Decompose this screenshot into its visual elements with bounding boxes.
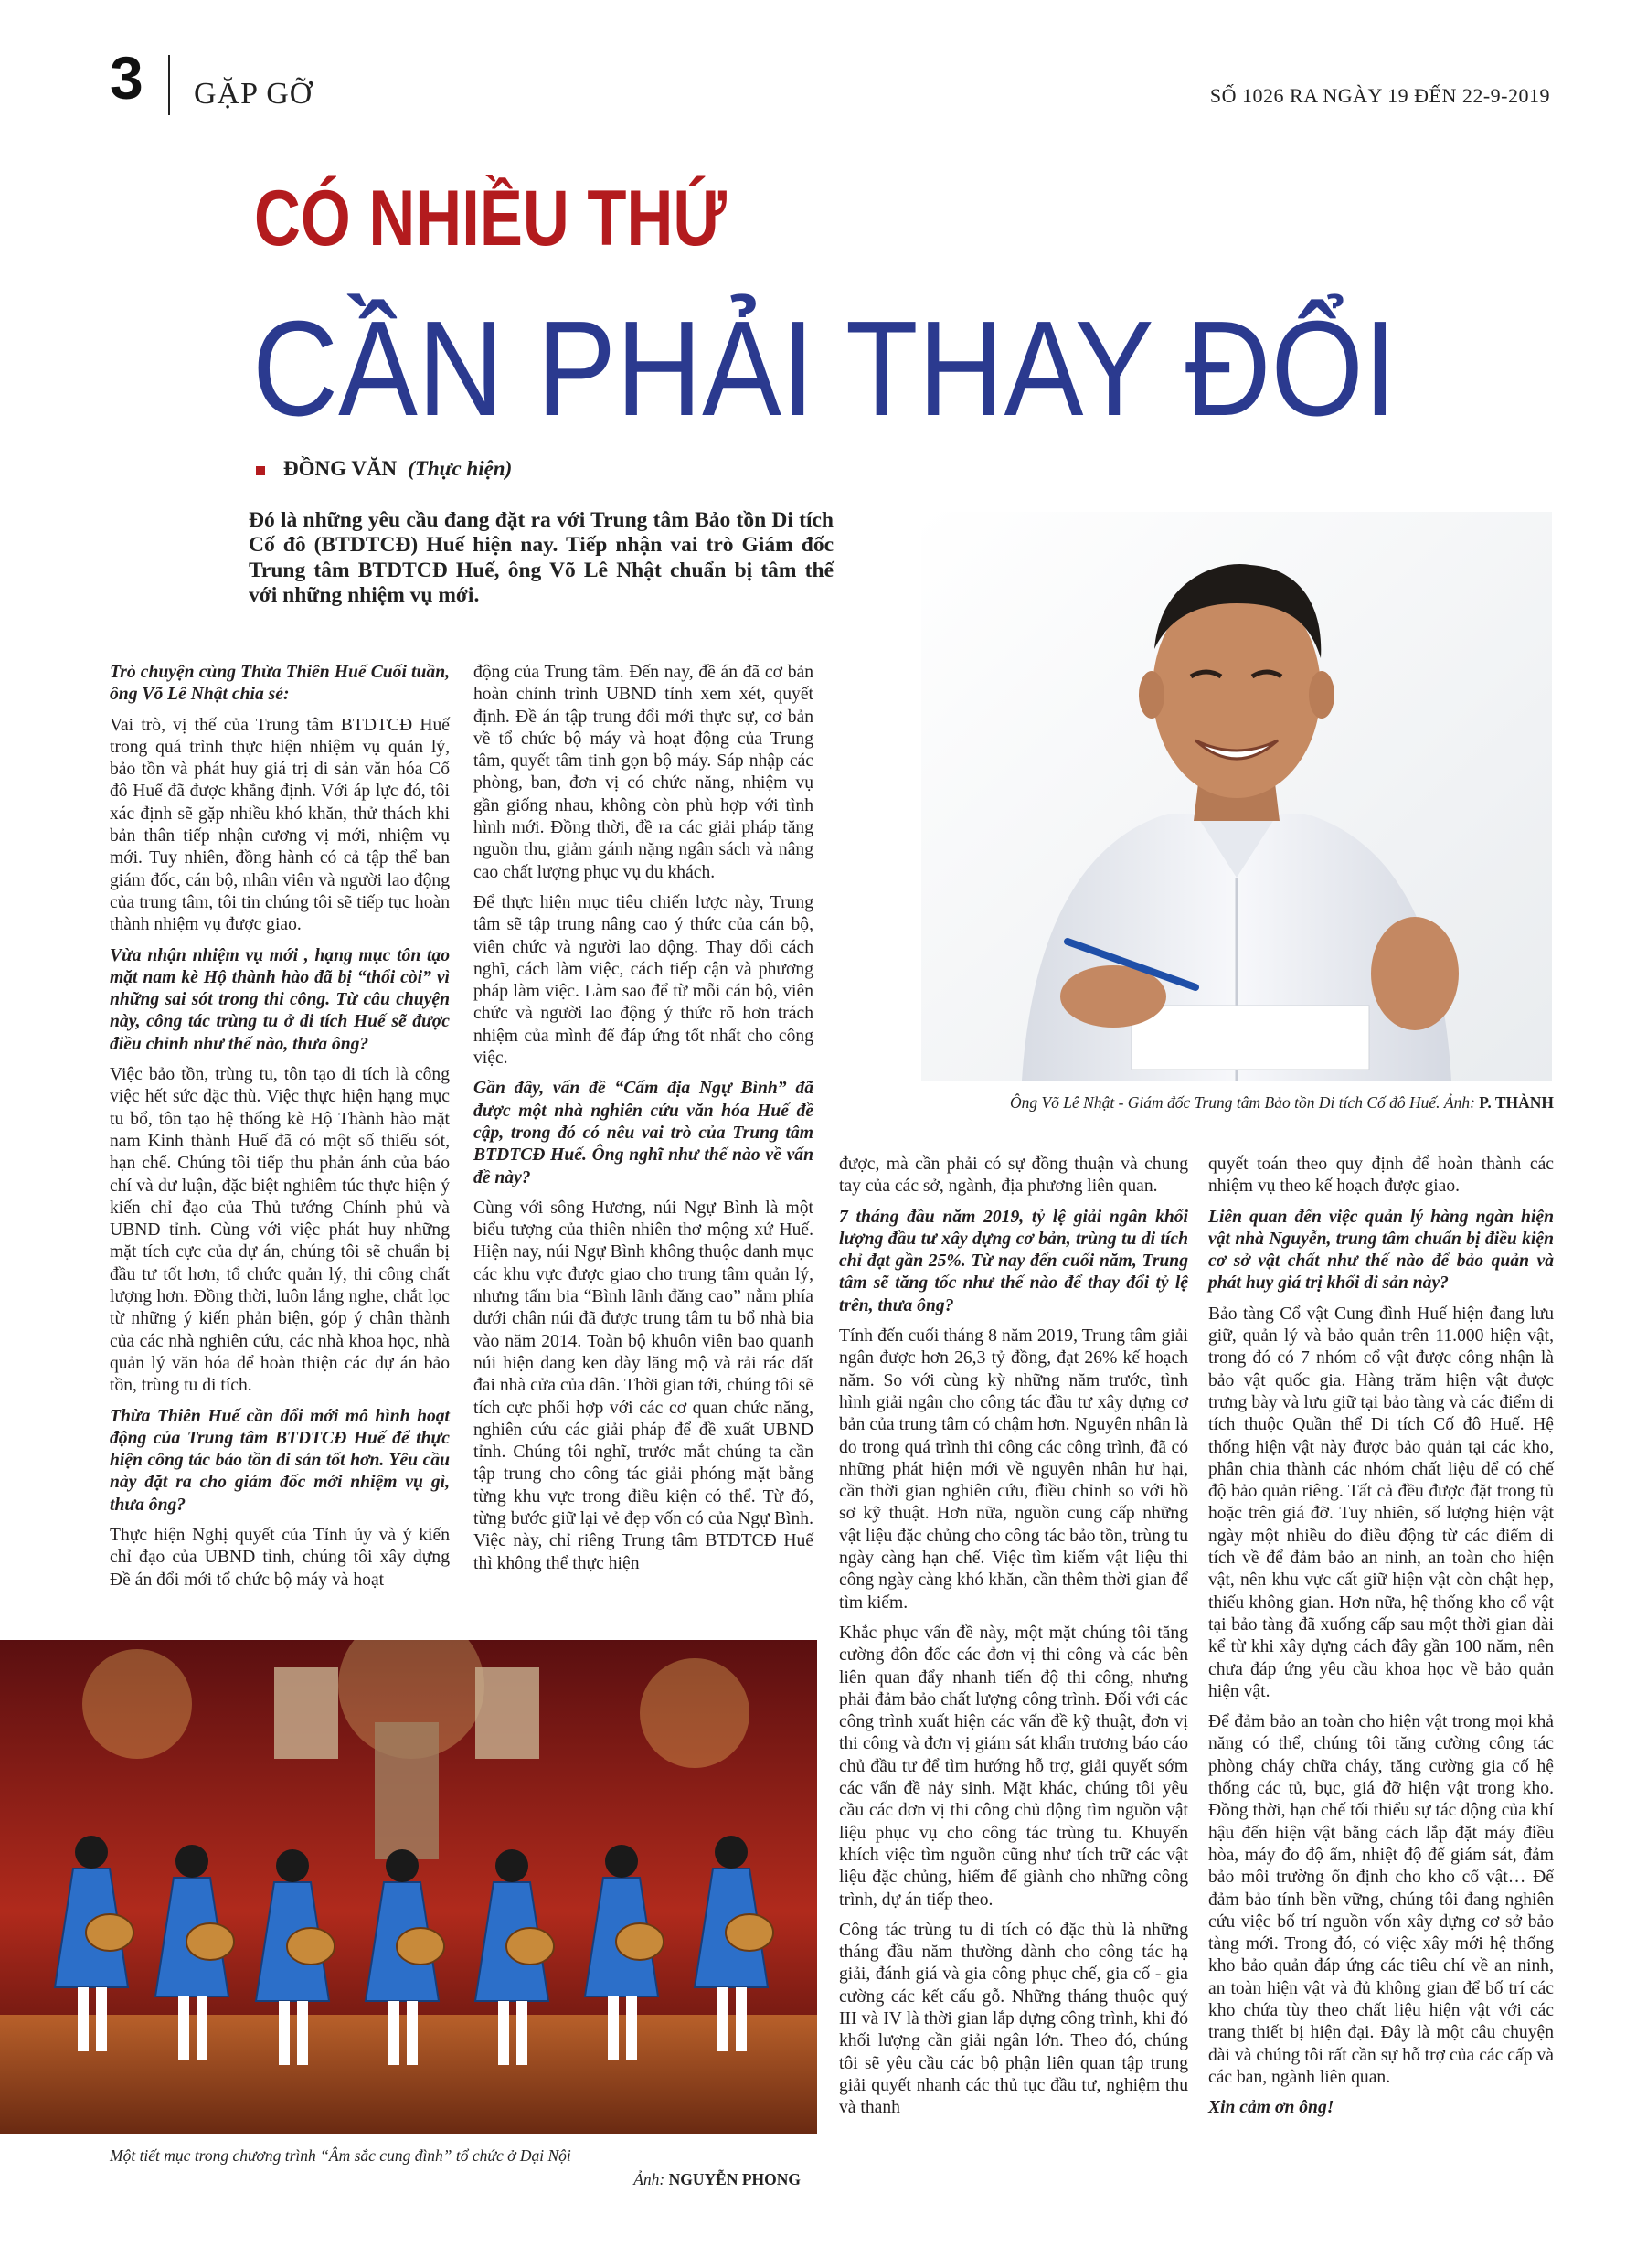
closing-remark: Xin cảm ơn ông! bbox=[1208, 2098, 1334, 2118]
headline-line-2: CẦN PHẢI THAY ĐỔI bbox=[252, 293, 1397, 444]
question-paragraph: Vừa nhận nhiệm vụ mới , hạng mục tôn tạo mặt nam kè Hộ thành hào đã bị “thổi còi” vì những sai sót trong thi công. Từ câu chuyện này, công tác trùng tu ở di tích Huế sẽ được điều chỉnh như thế nào, thưa ông? bbox=[110, 945, 450, 1054]
portrait-illustration bbox=[921, 512, 1552, 1081]
answer-paragraph: Cùng với sông Hương, núi Ngự Bình là một biểu tượng của thiên nhiên thơ mộng xứ Huế. Hiện nay, núi Ngự Bình không thuộc danh mục các khu vực được giao cho trung tâm quản lý, nhưng tấm bia “Bình lãnh đăng cao” nằm phía dưới chân núi đã được trung tâm tu bổ nhà bia vào năm 2014. Toàn bộ khuôn viên bao quanh núi hiện đang ken dày lăng mộ và rải rác đất đai nhà cửa của dân. Thời gian tới, chúng tôi sẽ tích cực phối hợp với các cơ quan chức năng, nghiên cứu các giải pháp để đề xuất UBND tỉnh. Chúng tôi nghĩ, trước mắt chúng ta cần tập trung cho công tác giải phóng mặt bằng từng khu vực trong điều kiện có thể. Từ đó, từng bước giữ lại vẻ đẹp vốn có của Ngự Bình. Việc này, chỉ riêng Trung tâm BTDTCĐ Huế thì không thể thực hiện bbox=[473, 1198, 813, 1573]
portrait-caption-text: Ông Võ Lê Nhật - Giám đốc Trung tâm Bảo tồn Di tích Cố đô Huế. Ảnh: bbox=[1009, 1093, 1480, 1112]
performance-photo bbox=[0, 1640, 817, 2134]
portrait-caption bbox=[896, 1093, 1554, 1113]
portrait-credit: P. THÀNH bbox=[1479, 1093, 1554, 1112]
performance-caption: Một tiết mục trong chương trình “Âm sắc cung đình” tổ chức ở Đại Nội bbox=[110, 2146, 571, 2165]
question-paragraph: Gần đây, vấn đề “Cấm địa Ngự Bình” đã được một nhà nghiên cứu văn hóa Huế đề cập, trong đó có nêu vai trò của Trung tâm BTDTCĐ Huế. Ông nghĩ như thế nào về vấn đề này? bbox=[473, 1079, 813, 1187]
byline-role: (Thực hiện) bbox=[408, 457, 513, 480]
answer-paragraph: Bảo tàng Cổ vật Cung đình Huế hiện đang lưu giữ, quản lý và bảo quản trên 11.000 hiện vật, trong đó có 7 nhóm cổ vật được công nhận là bảo vật quốc gia. Hàng trăm hiện vật được trưng bày và lưu giữ tại bảo tàng và các điểm di tích thuộc Quần thể Di tích Cố đô Huế. Hệ thống hiện vật này được bảo quản tại các kho, phân chia thành các nhóm chất liệu để có chế độ bảo quản riêng. Tất cả đều được đặt trong tủ hoặc trên giá đỡ. Tuy nhiên, số lượng hiện vật ngày một nhiều do điều động từ các điểm di tích về để đảm bảo an ninh, an toàn cho hiện vật, nên khu vực cất giữ hiện vật còn chật hẹp, thiếu không gian. Hơn nữa, hệ thống kho cổ vật tại bảo tàng đã xuống cấp sau một thời gian dài kể từ khi xây dựng cách đây gần 100 năm, nên chưa đáp ứng yêu cầu khoa học về bảo quản hiện vật. bbox=[1208, 1304, 1554, 1701]
intro-paragraph: Trò chuyện cùng Thừa Thiên Huế Cuối tuần, ông Võ Lê Nhật chia sẻ: bbox=[110, 663, 450, 705]
answer-paragraph: Tính đến cuối tháng 8 năm 2019, Trung tâm giải ngân được hơn 26,3 tỷ đồng, đạt 26% kế hoạch năm. So với cùng kỳ những năm trước, tình hình giải ngân cho công tác đầu tư xây dựng cơ bản của trung tâm có chậm hơn. Nguyên nhân là do trong quá trình thi công các công trình, đã có những phát hiện mới về nguyên nhân hư hại, cần thời gian nghiên cứu, điều chỉnh so với hồ sơ kỹ thuật. Hơn nữa, nguồn cung cấp những vật liệu đặc chủng cho công tác bảo tồn, trùng tu ngày càng hạn chế. Việc tìm kiếm vật liệu thi công ngày càng khó khăn, cần thêm thời gian để tìm kiếm. bbox=[839, 1326, 1188, 1613]
byline bbox=[256, 457, 512, 481]
performance-credit bbox=[110, 2170, 801, 2189]
performance-credit-name: NGUYỄN PHONG bbox=[668, 2170, 801, 2188]
answer-paragraph: Việc bảo tồn, trùng tu, tôn tạo di tích là công việc hết sức đặc thù. Việc thực hiện hạng mục tu bổ, tôn tạo hệ thống kè Hộ Thành hào mặt nam Kinh thành Huế đã có một số thiếu sót, hạn chế. Chúng tôi tiếp thu phản ánh của báo chí và dư luận, đặc biệt nghiêm túc thực hiện ý kiến chỉ đạo của Thủ tướng Chính phủ và UBND tỉnh. Cùng với việc phát huy những mặt tích cực của dự án, chúng tôi sẽ chuẩn bị đầu tư tốt hơn, tổ chức quản lý, thi công chất lượng hơn. Đồng thời, luôn lắng nghe, chắt lọc từ những ý kiến phản biện, góp ý chân thành của các nhà nghiên cứu, các nhà khoa học, nhà quản lý văn hóa để hoàn thiện các dự án bảo tồn, trùng tu di tích. bbox=[110, 1065, 450, 1396]
section-name: GẶP GỠ bbox=[194, 77, 313, 111]
header-divider bbox=[168, 55, 170, 115]
answer-paragraph: động của Trung tâm. Đến nay, đề án đã cơ bản hoàn chỉnh trình UBND tỉnh xem xét, quyết định. Đề án tập trung đổi mới thực sự, cơ bản về tổ chức bộ máy và hoạt động của Trung tâm, quyết tâm tinh gọn bộ máy. Sáp nhập các phòng, ban, đơn vị có chức năng, nhiệm vụ gần giống nhau, không còn phù hợp với tình hình mới. Đồng thời, đề ra các giải pháp tăng nguồn thu, giảm gánh nặng ngân sách và nâng cao chất lượng phục vụ du khách. bbox=[473, 663, 813, 882]
question-paragraph: Liên quan đến việc quản lý hàng ngàn hiện vật nhà Nguyễn, trung tâm chuẩn bị điều kiện cơ sở vật chất như thế nào để bảo quản và phát huy giá trị khối di sản này? bbox=[1208, 1207, 1554, 1294]
portrait-photo bbox=[921, 512, 1552, 1081]
article-lead: Đó là những yêu cầu đang đặt ra với Trung tâm Bảo tồn Di tích Cố đô (BTDTCĐ) Huế hiện nay. Tiếp nhận vai trò Giám đốc Trung tâm BTDTCĐ Huế, ông Võ Lê Nhật chuẩn bị tâm thế với những nhiệm vụ mới. bbox=[249, 508, 834, 607]
answer-paragraph: Công tác trùng tu di tích có đặc thù là những tháng đầu năm thường dành cho công tác hạ giải, đánh giá và gia công phục chế, gia cố - gia cường các kết cấu gỗ. Những tháng thuộc quý III và IV là thời gian lắp dựng công trình, khi đó khối lượng cần giải ngân lớn. Theo đó, chúng tôi sẽ yêu cầu các bộ phận liên quan tập trung giải quyết nhanh các thủ tục đầu tư, nghiệm thu và thanh bbox=[839, 1920, 1188, 2118]
answer-paragraph: Để đảm bảo an toàn cho hiện vật trong mọi khả năng có thể, chúng tôi tăng cường công tác phòng cháy chữa cháy, tăng cường gia cố hệ thống các tủ, bục, giá đỡ hiện vật trong kho. Đồng thời, hạn chế tối thiểu sự tác động của khí hậu đến hiện vật bằng cách lắp đặt máy điều hòa, máy đo độ ẩm, nhiệt độ để giám sát, đảm bảo môi trường ổn định cho kho cổ vật… Để đảm bảo tính bền vững, chúng tôi đang nghiên cứu việc bố trí nguồn vốn xây dựng cơ sở bảo tàng mới. Trong đó, có việc xây mới hệ thống kho bảo quản đáp ứng các tiêu chí về an ninh, an toàn hiện vật và đủ không gian để bố trí các kho chứa tùy theo chất liệu hiện vật với các trang thiết bị hiện đại. Đây là một câu chuyện dài và chúng tôi rất cần sự hỗ trợ của các cấp và các ban, ngành liên quan. bbox=[1208, 1712, 1554, 2087]
answer-paragraph: Thực hiện Nghị quyết của Tỉnh ủy và ý kiến chỉ đạo của UBND tỉnh, chúng tôi xây dựng Đề án đổi mới tổ chức bộ máy và hoạt bbox=[110, 1525, 450, 1590]
question-paragraph: Thừa Thiên Huế cần đổi mới mô hình hoạt động của Trung tâm BTDTCĐ Huế để thực hiện công tác bảo tồn di sản tốt hơn. Yêu cầu này đặt ra cho giám đốc mới nhiệm vụ gì, thưa ông? bbox=[110, 1406, 450, 1515]
answer-paragraph: Khắc phục vấn đề này, một mặt chúng tôi tăng cường đôn đốc các đơn vị thi công và các bên liên quan đẩy nhanh tiến độ thi công, nhưng phải đảm bảo chất lượng công trình. Đối với các công trình xuất hiện các vấn đề kỹ thuật, đơn vị thi công và đơn vị giám sát khẩn trương báo cáo chủ đầu tư để tìm hướng hỗ trợ, giải quyết sớm các vấn đề nảy sinh. Mặt khác, chúng tôi yêu cầu các đơn vị thi công chủ động tìm nguồn vật liệu phục vụ cho công tác trùng tu. Khuyến khích việc tìm nguồn cũng như tích trữ các vật liệu đặc chủng, hiếm để giành cho những công trình, dự án tiếp theo. bbox=[839, 1623, 1188, 1910]
article-column-2 bbox=[473, 662, 813, 1583]
article-column-4 bbox=[1208, 1154, 1554, 2127]
byline-author: ĐỒNG VĂN bbox=[283, 457, 398, 480]
page-number: 3 bbox=[110, 44, 143, 112]
answer-paragraph: được, mà cần phải có sự đồng thuận và chung tay của các sở, ngành, địa phương liên quan. bbox=[839, 1155, 1188, 1197]
article-column-3 bbox=[839, 1154, 1188, 2127]
answer-paragraph: Vai trò, vị thế của Trung tâm BTDTCĐ Huế trong quá trình thực hiện nhiệm vụ quản lý, bảo tồn và phát huy giá trị di sản văn hóa Cố đô Huế đã được khẳng định. Với áp lực đó, tôi xác định sẽ gặp nhiều khó khăn, thử thách khi bản thân tiếp nhận cương vị mới, nhiệm vụ mới. Tuy nhiên, đồng hành có cả tập thể ban giám đốc, cán bộ, nhân viên và người lao động của trung tâm, tôi tin chúng tôi sẽ tiếp tục hoàn thành nhiệm vụ được giao. bbox=[110, 715, 450, 935]
byline-bullet-icon bbox=[256, 466, 265, 475]
answer-paragraph: quyết toán theo quy định để hoàn thành các nhiệm vụ theo kế hoạch được giao. bbox=[1208, 1155, 1554, 1197]
question-paragraph: 7 tháng đầu năm 2019, tỷ lệ giải ngân khối lượng đầu tư xây dựng cơ bản, trùng tu di tích chỉ đạt gần 25%. Từ nay đến cuối năm, Trung tâm sẽ tăng tốc như thế nào để thay đổi tỷ lệ trên, thưa ông? bbox=[839, 1207, 1188, 1315]
article-column-1 bbox=[110, 662, 450, 1600]
issue-info: SỐ 1026 RA NGÀY 19 ĐẾN 22-9-2019 bbox=[1209, 84, 1550, 107]
performance-credit-label: Ảnh: bbox=[633, 2170, 669, 2188]
performance-illustration bbox=[0, 1640, 817, 2134]
answer-paragraph: Để thực hiện mục tiêu chiến lược này, Trung tâm sẽ tập trung nâng cao ý thức của cán bộ, viên chức và người lao động. Thay đổi cách nghĩ, cách làm việc, cách tiếp cận và phương pháp làm việc. Làm sao để từ mỗi cán bộ, viên chức và người lao động ý thức rõ hơn trách nhiệm của mình để đáp ứng tốt nhất cho công việc. bbox=[473, 892, 813, 1069]
headline-line-1: CÓ NHIỀU THỨ bbox=[254, 175, 727, 262]
